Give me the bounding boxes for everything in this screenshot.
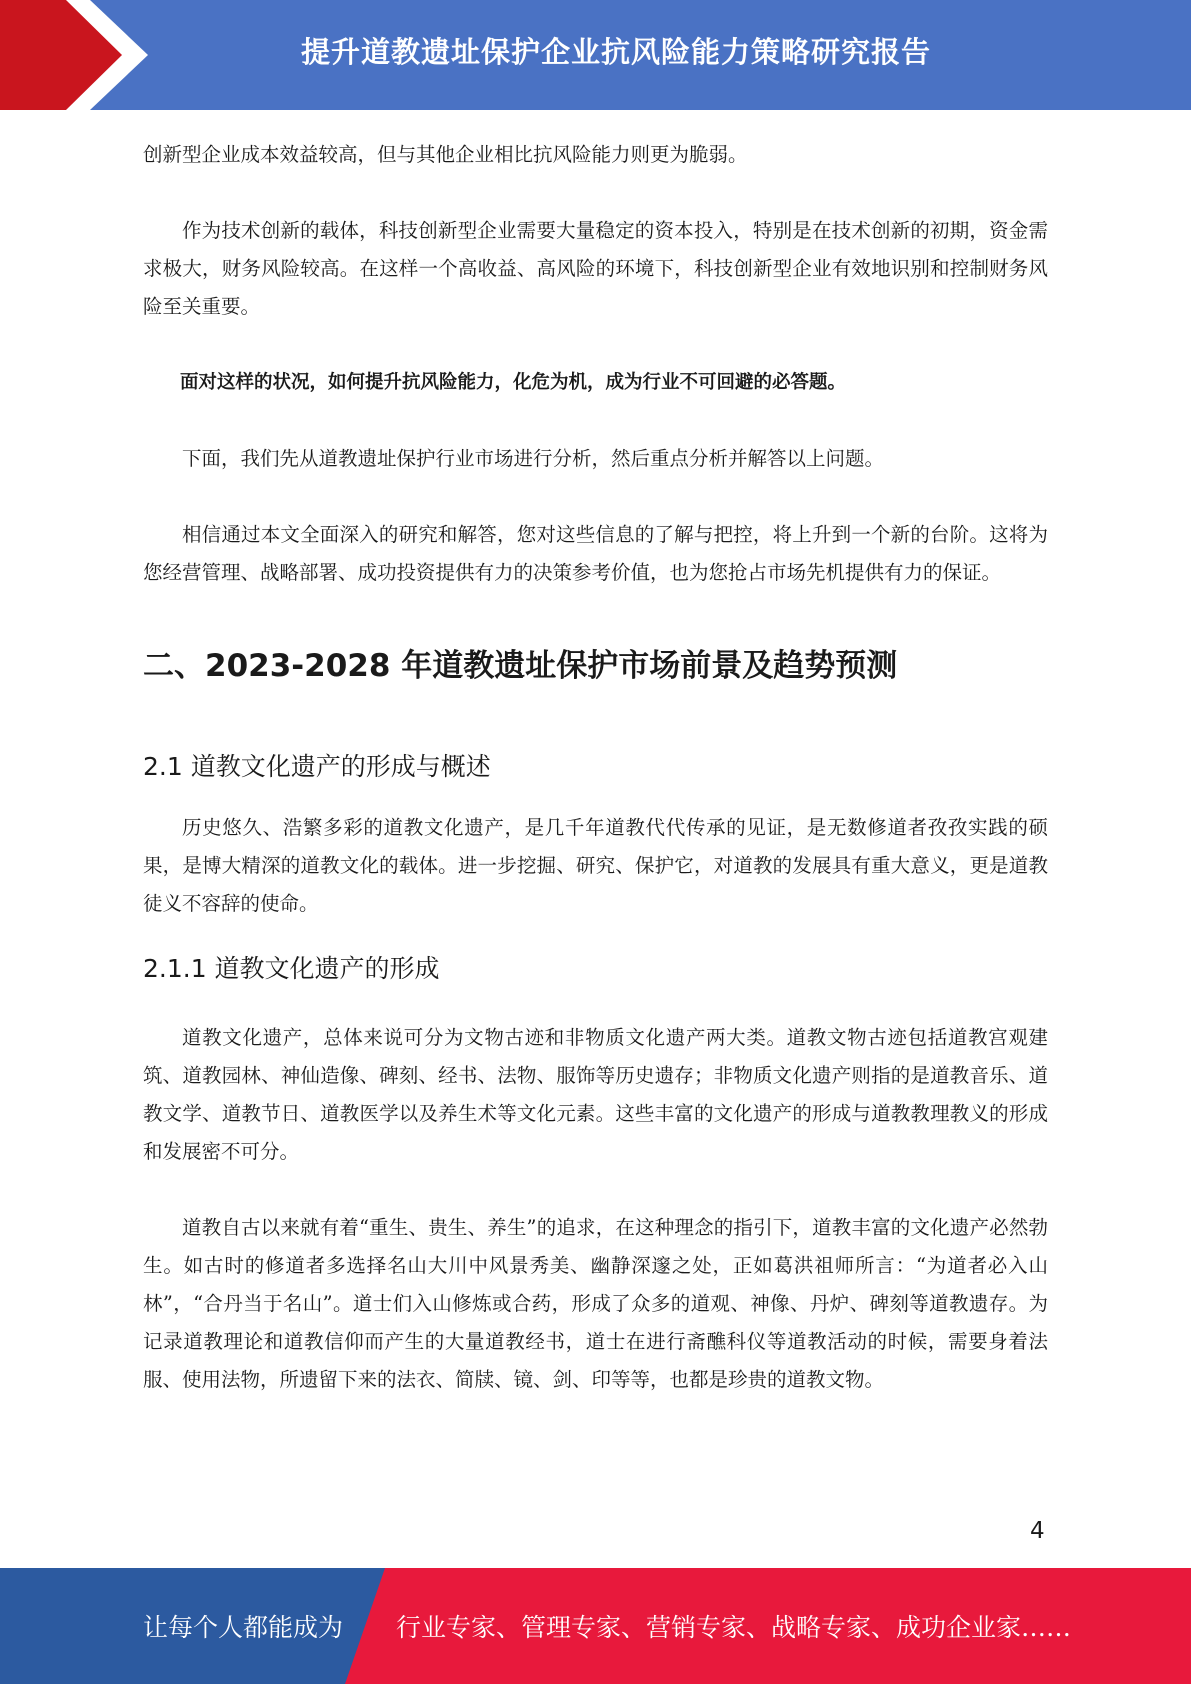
paragraph: 道教自古以来就有着“重生、贵生、养生”的追求，在这种理念的指引下，道教丰富的文化遗产必然勃生。如古时的修道者多选择名山大川中风景秀美、幽静深邃之处，正如葛洪祖师所言：“为道者必入山林”，“合丹当于名山”。道士们入山修炼或合药，形成了众多的道观、神像、丹炉、碑刻等道教遗存。为记录道教理论和道教信仰而产生的大量道教经书，道士在进行斋醮科仪等道教活动的时候，需要身着法服、使用法物，所遗留下来的法衣、简牍、镜、剑、印等等，也都是珍贵的道教文物。 <box>143 1216 1048 1391</box>
paragraph: 相信通过本文全面深入的研究和解答，您对这些信息的了解与把控，将上升到一个新的台阶。这将为您经营管理、战略部署、成功投资提供有力的决策参考价值，也为您抢占市场先机提供有力的保证。 <box>143 523 1048 584</box>
header-title: 提升道教遗址保护企业抗风险能力策略研究报告 <box>300 34 931 69</box>
document-body <box>143 132 1048 1399</box>
footer-slogan-right: 行业专家、管理专家、营销专家、战略专家、成功企业家…… <box>396 1613 1072 1642</box>
subsection-heading: 2.1.1 道教文化遗产的形成 <box>143 954 440 983</box>
subsection-heading: 2.1 道教文化遗产的形成与概述 <box>143 752 491 781</box>
paragraph: 作为技术创新的载体，科技创新型企业需要大量稳定的资本投入，特别是在技术创新的初期，资金需求极大，财务风险较高。在这样一个高收益、高风险的环境下，科技创新型企业有效地识别和控制财务风险至关重要。 <box>143 219 1048 318</box>
section-heading: 二、2023-2028 年道教遗址保护市场前景及趋势预测 <box>143 648 898 684</box>
paragraph: 历史悠久、浩繁多彩的道教文化遗产，是几千年道教代代传承的见证，是无数修道者孜孜实践的硕果，是博大精深的道教文化的载体。进一步挖掘、研究、保护它，对道教的发展具有重大意义，更是道教徒义不容辞的使命。 <box>143 816 1048 915</box>
emphasis-paragraph: 面对这样的状况，如何提升抗风险能力，化危为机，成为行业不可回避的必答题。 <box>180 372 847 393</box>
header-banner <box>0 0 1191 110</box>
page-number: 4 <box>1030 1518 1045 1544</box>
paragraph: 道教文化遗产，总体来说可分为文物古迹和非物质文化遗产两大类。道教文物古迹包括道教宫观建筑、道教园林、神仙造像、碑刻、经书、法物、服饰等历史遗存；非物质文化遗产则指的是道教音乐、道教文学、道教节日、道教医学以及养生术等文化元素。这些丰富的文化遗产的形成与道教教理教义的形成和发展密不可分。 <box>143 1026 1048 1163</box>
paragraph: 创新型企业成本效益较高，但与其他企业相比抗风险能力则更为脆弱。 <box>143 143 748 166</box>
paragraph: 下面，我们先从道教遗址保护行业市场进行分析，然后重点分析并解答以上问题。 <box>182 447 885 470</box>
footer-slogan-left: 让每个人都能成为 <box>143 1613 344 1642</box>
footer-banner <box>0 1568 1191 1684</box>
